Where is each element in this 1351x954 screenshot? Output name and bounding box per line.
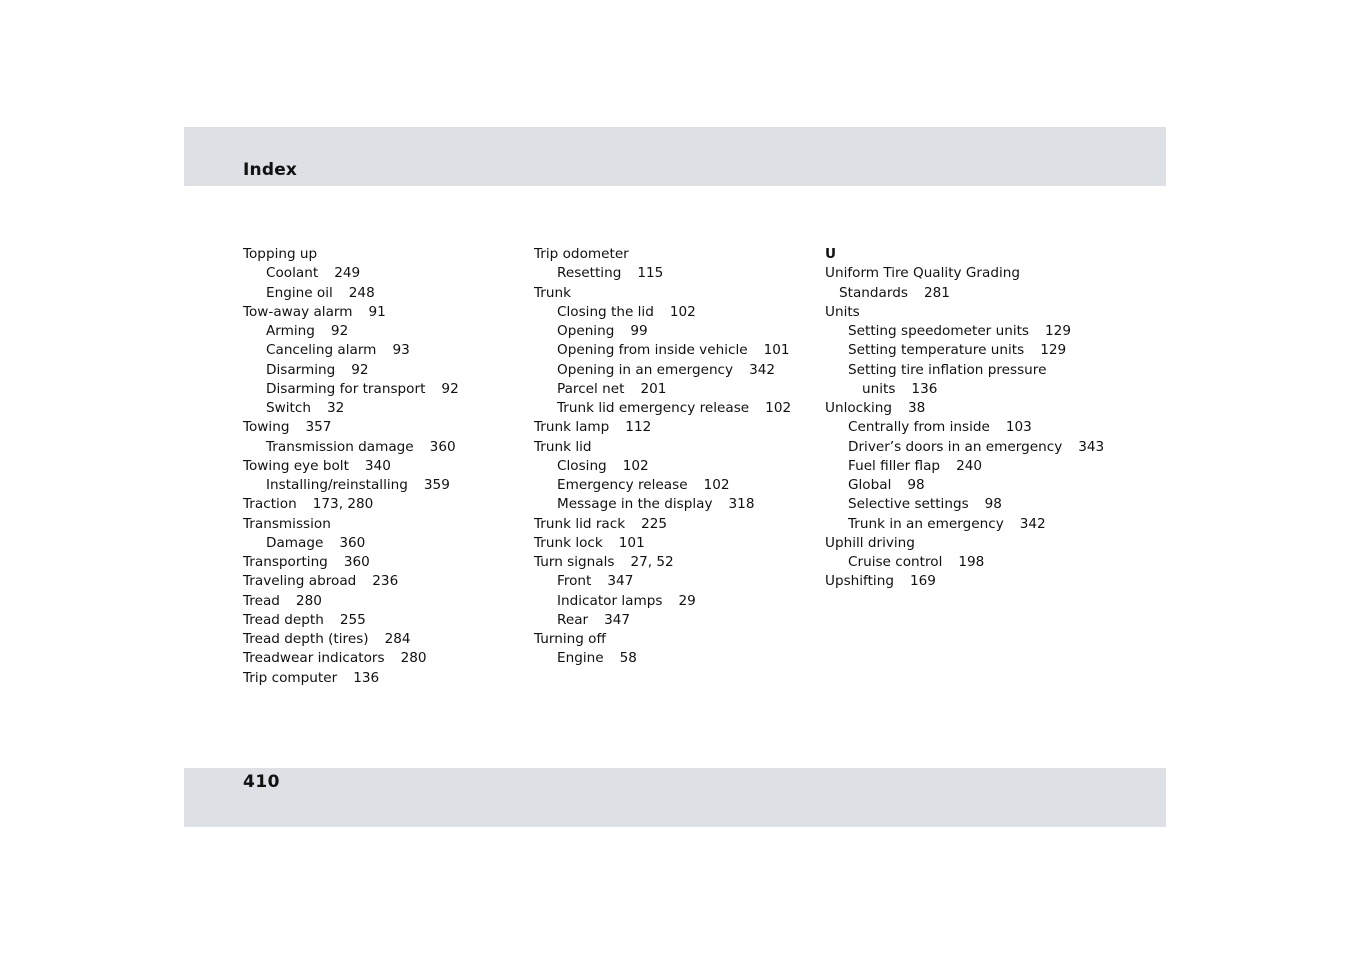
page-ref: 284 — [384, 631, 411, 647]
index-subentry: Setting speedometer units 129 — [848, 323, 1071, 339]
page-ref: 136 — [353, 669, 380, 686]
index-entry: Upshifting 169 — [825, 573, 936, 590]
page-ref: 92 — [351, 361, 369, 378]
page-ref: 32 — [326, 400, 345, 416]
index-subentry: Opening 99 — [557, 323, 648, 339]
index-entry: Uphill driving — [825, 534, 915, 551]
index-subentry: Transmission damage 360 — [266, 438, 456, 455]
index-subentry: Installing/reinstalling 359 — [266, 477, 450, 493]
index-subentry-continuation: units 136 — [862, 380, 938, 397]
index-subentry: Centrally from inside 103 — [848, 419, 1032, 436]
page-ref: 357 — [305, 419, 332, 436]
page-ref: 225 — [641, 515, 668, 532]
index-entry: Trunk lamp 112 — [534, 419, 652, 436]
index-subentry: Front 347 — [557, 573, 634, 590]
page-ref: 318 — [728, 496, 755, 513]
page-ref: 102 — [765, 400, 792, 416]
index-entry: Tread depth (tires) 284 — [243, 631, 411, 647]
index-entry: Tread 280 — [243, 592, 322, 609]
index-entry: Transporting 360 — [243, 554, 370, 570]
page-ref: 103 — [1005, 419, 1032, 436]
page-ref: 201 — [640, 380, 667, 397]
index-subentry: Engine oil 248 — [266, 284, 375, 301]
page-ref: 340 — [364, 457, 391, 474]
page-ref: 98 — [984, 496, 1002, 513]
page-ref: 99 — [630, 323, 648, 339]
index-entry: Unlocking 38 — [825, 400, 926, 416]
index-subentry: Resetting 115 — [557, 265, 664, 282]
index-subentry: Arming 92 — [266, 323, 349, 339]
page-ref: 101 — [763, 342, 790, 359]
page-ref: 102 — [703, 477, 730, 493]
header-band — [184, 127, 1166, 186]
index-subentry: Rear 347 — [557, 611, 631, 628]
page-ref: 98 — [907, 477, 925, 493]
page-ref: 360 — [343, 554, 370, 570]
page-ref: 248 — [348, 284, 375, 301]
page-ref: 236 — [372, 573, 399, 590]
page-ref: 198 — [958, 554, 985, 570]
index-subentry: Canceling alarm 93 — [266, 342, 410, 359]
index-entry: Tread depth 255 — [243, 611, 366, 628]
page-ref: 342 — [1019, 515, 1046, 532]
index-subentry: Global 98 — [848, 477, 925, 493]
page-ref: 249 — [334, 265, 361, 282]
page-ref: 38 — [908, 400, 926, 416]
index-subentry: Setting temperature units 129 — [848, 342, 1067, 359]
index-subentry: Disarming 92 — [266, 361, 369, 378]
page-ref: 129 — [1040, 342, 1067, 359]
page-ref: 347 — [607, 573, 634, 590]
page-ref: 281 — [923, 284, 950, 301]
page-ref: 102 — [669, 303, 696, 320]
index-subentry: Coolant 249 — [266, 265, 361, 282]
index-subentry: Damage 360 — [266, 534, 366, 551]
index-subentry: Opening in an emergency 342 — [557, 361, 776, 378]
page-ref: 342 — [749, 361, 776, 378]
page-title: Index — [243, 160, 298, 180]
page-ref: 280 — [295, 592, 322, 609]
page-ref: 280 — [400, 650, 427, 667]
index-column-1 — [243, 245, 523, 688]
section-letter: U — [825, 246, 837, 262]
index-entry: Topping up — [243, 246, 318, 262]
page-ref: 58 — [619, 650, 637, 667]
footer-band — [184, 768, 1166, 827]
page-ref: 129 — [1045, 323, 1071, 339]
index-entry: Traction 173, 280 — [243, 496, 374, 513]
index-subentry: Engine 58 — [557, 650, 637, 667]
page-ref: 347 — [604, 611, 631, 628]
page-ref: 136 — [911, 380, 938, 397]
page-ref: 360 — [429, 438, 456, 455]
page-ref: 240 — [956, 457, 983, 474]
page-ref: 27, 52 — [630, 554, 674, 570]
index-entry: Trunk lid — [534, 438, 592, 455]
index-column-3 — [825, 245, 1105, 592]
page-ref: 360 — [339, 534, 366, 551]
index-entry: Towing eye bolt 340 — [243, 457, 391, 474]
page-ref: 29 — [678, 592, 696, 609]
index-entry: Units — [825, 303, 860, 320]
page-ref: 173, 280 — [312, 496, 374, 513]
index-subentry: Driver’s doors in an emergency 343 — [848, 438, 1105, 455]
index-column-2 — [534, 245, 814, 669]
index-subentry: Cruise control 198 — [848, 554, 985, 570]
page-ref: 91 — [368, 303, 386, 320]
index-subentry: Opening from inside vehicle 101 — [557, 342, 790, 359]
page-ref: 112 — [625, 419, 652, 436]
index-entry: Turn signals 27, 52 — [534, 554, 674, 570]
index-entry: Treadwear indicators 280 — [243, 650, 427, 667]
index-subentry: Disarming for transport 92 — [266, 380, 459, 397]
page-ref: 255 — [339, 611, 366, 628]
index-subentry: Indicator lamps 29 — [557, 592, 696, 609]
index-entry: Turning off — [534, 631, 606, 647]
page-ref: 102 — [622, 457, 649, 474]
index-entry-continuation: Standards 281 — [839, 284, 950, 301]
index-subentry: Closing the lid 102 — [557, 303, 696, 320]
index-entry: Uniform Tire Quality Grading — [825, 265, 1020, 282]
index-entry: Trunk — [534, 284, 571, 301]
page-ref: 92 — [330, 323, 349, 339]
index-subentry: Trunk in an emergency 342 — [848, 515, 1046, 532]
index-subentry: Selective settings 98 — [848, 496, 1002, 513]
index-subentry: Setting tire inflation pressure — [848, 361, 1047, 378]
index-entry: Towing 357 — [243, 419, 332, 436]
page-ref: 169 — [909, 573, 936, 590]
index-entry: Traveling abroad 236 — [243, 573, 399, 590]
page-ref: 343 — [1078, 438, 1105, 455]
page-ref: 359 — [423, 477, 450, 493]
page-ref: 93 — [392, 342, 410, 359]
index-entry: Trunk lock 101 — [534, 534, 645, 551]
page-ref: 115 — [637, 265, 664, 282]
index-entry: Trip computer 136 — [243, 669, 380, 686]
index-subentry: Parcel net 201 — [557, 380, 667, 397]
index-entry: Transmission — [243, 515, 331, 532]
index-entry: Trunk lid rack 225 — [534, 515, 668, 532]
index-entry: Tow-away alarm 91 — [243, 303, 386, 320]
index-subentry: Trunk lid emergency release 102 — [557, 400, 792, 416]
index-subentry: Message in the display 318 — [557, 496, 755, 513]
index-subentry: Emergency release 102 — [557, 477, 730, 493]
index-subentry: Closing 102 — [557, 457, 649, 474]
index-subentry: Switch 32 — [266, 400, 345, 416]
page-ref: 101 — [618, 534, 645, 551]
index-entry: Trip odometer — [534, 246, 629, 262]
index-subentry: Fuel filler flap 240 — [848, 457, 983, 474]
page-ref: 92 — [441, 380, 459, 397]
page-number: 410 — [243, 772, 280, 792]
